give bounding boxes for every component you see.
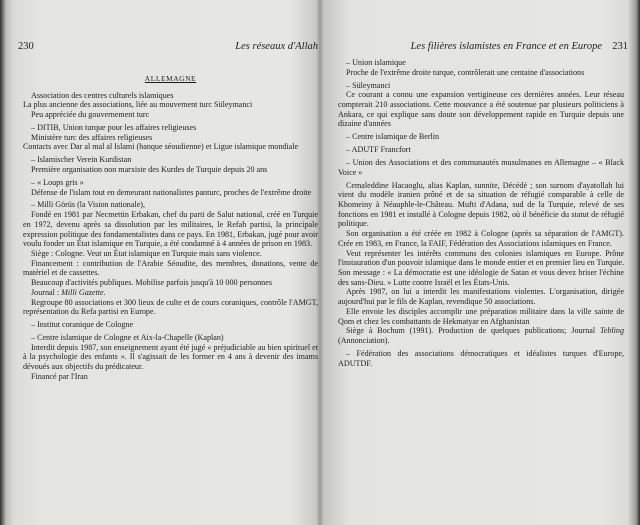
paragraph-text: Siège à Bochum (1991). Production de quelques publications; Journal: [346, 326, 600, 336]
paragraph: [338, 349, 624, 368]
paragraph: [338, 68, 624, 78]
paragraph-text: Proche de l'extrême droite turque, contrôlerait une centaine d'associations: [346, 67, 585, 77]
paragraph: [23, 343, 318, 372]
paragraph: [338, 326, 624, 345]
paragraph-text: Financé par l'Iran: [31, 371, 88, 381]
left-page: [18, 0, 318, 525]
paragraph: [338, 287, 624, 306]
italic-title: Tebling: [600, 326, 624, 336]
left-page-number: 230: [18, 41, 34, 52]
paragraph: [23, 188, 318, 198]
paragraph-text: – Centre islamique de Cologne et Aix-la-Chapelle (Kaplan): [31, 333, 224, 342]
paragraph-text: Ce courant a connu une expansion vertigineuse ces dernières années. Leur réseau compterait 210 associations. Cette mouvance a été soutenue par plusieurs politiciens à Ankara, ce qui explique sans doute son développement rapide en Turquie depuis une dizaine d'années: [338, 90, 624, 129]
right-page-header: [338, 40, 628, 54]
section-heading: ALLEMAGNE: [144, 74, 197, 83]
paragraph: [23, 178, 318, 188]
paragraph-text: – Islamischer Verein Kurdistan: [31, 155, 132, 165]
right-page: [338, 0, 628, 525]
paragraph: [338, 90, 624, 129]
left-running-title: Les réseaux d'Allah: [235, 41, 318, 52]
paragraph-text: Contacts avec Dar al mal al Islami (banque séoudienne) et Ligue islamique mondiale: [23, 142, 299, 152]
paragraph: [23, 298, 318, 317]
paragraph: [23, 288, 318, 298]
paragraph: [338, 132, 624, 142]
paragraph: [338, 58, 624, 68]
paragraph-text: Beaucoup d'activités publiques. Mobilise parfois jusqu'à 10 000 personnes: [31, 278, 272, 288]
paragraph: [23, 372, 318, 382]
paragraph-text: – Institut coranique de Cologne: [31, 320, 134, 330]
italic-title: Milli Gazette.: [61, 287, 106, 297]
paragraph-text: Peu appréciée du gouvernement turc: [31, 110, 150, 120]
paragraph-text: Après 1987, on lui a interdit les manifestations violentes. L'organisation, dirigée aujourd'hui par le fils de Kaplan, revendique 50 associations.: [338, 287, 624, 307]
paragraph-text: Veut représenter les intérêts communs des colonies islamiques en Europe. Prône l'instauration d'un pouvoir islamique dans le monde entier et en premier lieu en Turquie. Son message : « La démocratie est une idéologie de Satan et vous devez briser l'échine des sans-Dieu. » Lutte contre Israël et les États-Unis.: [338, 248, 624, 287]
paragraph: [338, 249, 624, 288]
paragraph: [338, 158, 624, 177]
paragraph-text: Siège : Cologne. Veut un État islamique en Turquie mais sans violence.: [31, 249, 262, 258]
paragraph: [23, 155, 318, 165]
paragraph: [338, 229, 624, 248]
paragraph-text: – Union des Associations et des communautés musulmanes en Allemagne – « Black Voice »: [338, 158, 624, 177]
paragraph: [338, 307, 624, 326]
right-page-number: 231: [612, 41, 628, 52]
paragraph: [338, 145, 624, 155]
paragraph: [23, 100, 318, 110]
paragraph-text: – Union islamique: [346, 58, 406, 67]
paragraph-text: Journal :: [31, 287, 62, 297]
paragraph-text: – Fédération des associations démocratiques et idéalistes turques d'Europe, ADUTDF.: [338, 348, 624, 368]
paragraph: [23, 110, 318, 120]
paragraph: [23, 249, 318, 259]
paragraph: [338, 181, 624, 230]
paragraph-text: Son organisation a été créée en 1982 à Cologne (après sa séparation de l'AMGT). Crée en 1983, en France, la FAIF, Fédération des Associations islamiques en France.: [338, 229, 624, 248]
paragraph-text: Fondé en 1981 par Necmettin Erbakan, chef du parti de Salut national, créé en Turquie en 1972, devenu après sa dissolution par les militaires, le Refah partisi, la principale expression politique des fondamentalistes dans ce pays. En 1981, Erbakan, jugé pour avoir voulu fonder un État islamique en Turquie, a été condamné à 4 années de prison en 1983.: [23, 210, 318, 249]
paragraph-text: Financement : contribution de l'Arabie Séoudite, des membres, donations, vente de matériel et de cassettes.: [23, 258, 318, 278]
paragraph-text: – ADUTF Francfort: [346, 145, 411, 155]
paragraph: [338, 81, 624, 91]
paragraph: [23, 165, 318, 175]
paragraph: [23, 200, 318, 210]
paragraph-text: Association des centres culturels islamiques: [31, 90, 174, 100]
right-running-title: Les filières islamistes en France et en Europe: [410, 41, 602, 52]
paragraph: [23, 133, 318, 143]
paragraph-text: – Centre islamique de Berlin: [346, 132, 440, 142]
paragraph-text: La plus ancienne des associations, liée au mouvement turc Süleymanci: [23, 100, 253, 110]
paragraph-text: – « Loups gris »: [31, 177, 84, 187]
paragraph-text: – DITIB, Union turque pour les affaires religieuses: [31, 123, 197, 132]
paragraph: [23, 259, 318, 278]
paragraph: [23, 210, 318, 249]
paragraph-text: Première organisation non marxiste des Kurdes de Turquie depuis 20 ans: [31, 165, 268, 174]
paragraph-text: Défense de l'islam tout en demeurant nationalistes panturc, proches de l'extrême droite: [31, 187, 312, 197]
paragraph: [23, 91, 318, 101]
paragraph: [23, 123, 318, 133]
paragraph: [23, 142, 318, 152]
right-page-body: [338, 58, 628, 368]
paragraph-text: Interdit depuis 1987, son enseignement ayant été jugé « préjudiciable au bien spirituel et à la psychologie des enfants ». Il s'agissait de les former en 4 ans à devenir des imams dévoués aux objectifs du prédicateur.: [23, 342, 318, 372]
paragraph-text: Cemaleddine Hacaoglu, alias Kaplan, sunnite, Décédé ; son surnom d'ayatollah lui vient du modèle iranien prôné et de sa situation de réfugié comparable à celle de Khomeiny à Néauphle-le-Château. Mufti d'Adana, sud de la Turquie, relevé de ses fonctions en 1981 et installé à Cologne depuis 1982, où il bénéficie du statut de réfugié politique.: [338, 180, 624, 229]
paragraph-text-tail: (Annonciation).: [338, 335, 390, 345]
paragraph-text: Elle envoie les disciples accomplir une préparation militaire dans la ville sainte de Qom et chez les combattants de Hekmatyar en Afghanistan: [338, 306, 624, 326]
paragraph-text: Regroupe 80 associations et 300 lieux de culte et de cours coraniques, contrôle l'AMGT, représentation du Refa partisi en Europe.: [23, 297, 318, 317]
paragraph: [23, 320, 318, 330]
left-page-header: [18, 40, 318, 54]
left-page-body: [18, 74, 318, 382]
paragraph-text: – Milli Görüs (la Vision nationale),: [31, 200, 146, 210]
paragraph: [23, 278, 318, 288]
paragraph-text: Ministère turc des affaires religieuses: [31, 132, 153, 142]
paragraph: [23, 333, 318, 343]
paragraph-text: – Süleymanci: [346, 80, 391, 90]
